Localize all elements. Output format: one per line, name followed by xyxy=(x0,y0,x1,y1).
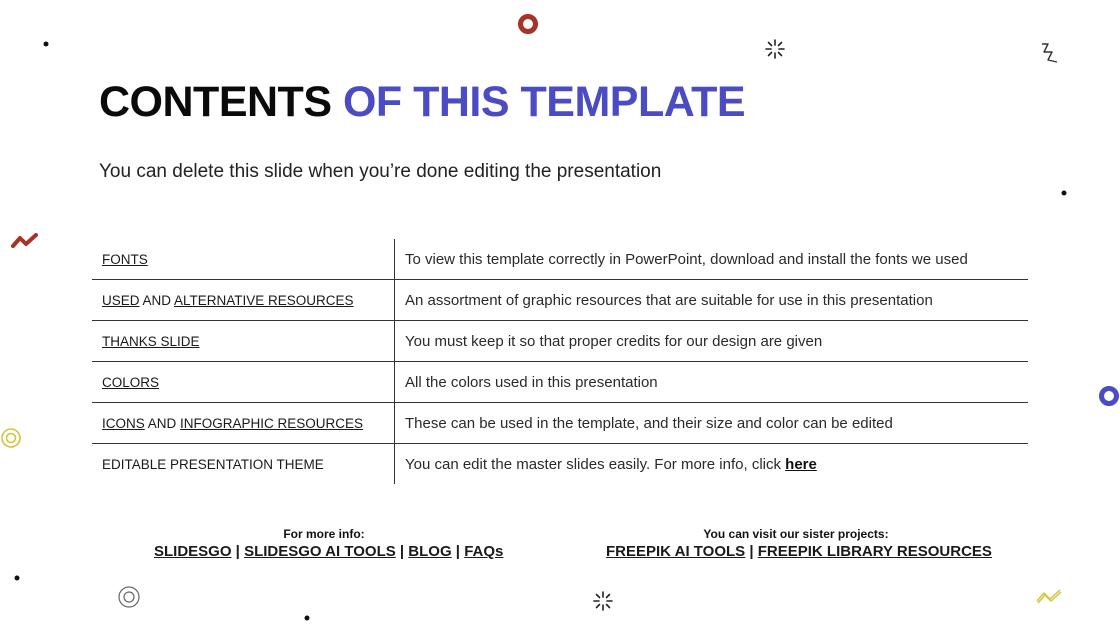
label-connector: AND xyxy=(144,415,181,431)
table-row xyxy=(92,321,1028,362)
footer-heading: You can visit our sister projects: xyxy=(703,527,889,541)
row-label xyxy=(92,280,395,321)
dot-icon xyxy=(1061,190,1067,196)
thanks-slide-link[interactable]: THANKS SLIDE xyxy=(102,333,200,349)
footer-sister-projects xyxy=(606,527,992,560)
gray-target-icon xyxy=(117,585,141,609)
subtitle: You can delete this slide when you’re done editing the presentation xyxy=(99,161,662,182)
row-label xyxy=(92,444,395,485)
alternative-resources-link[interactable]: ALTERNATIVE RESOURCES xyxy=(174,292,354,308)
table-row xyxy=(92,403,1028,444)
row-label xyxy=(92,239,395,280)
slidesgo-link[interactable]: SLIDESGO xyxy=(154,543,232,560)
zigzag-icon xyxy=(11,232,39,250)
link-separator: | xyxy=(745,543,758,560)
title-part-black: CONTENTS xyxy=(99,78,332,126)
footer-heading: For more info: xyxy=(283,527,365,541)
blue-ring-icon xyxy=(1098,385,1120,407)
row-description: You must keep it so that proper credits for our design are given xyxy=(395,321,1029,362)
squiggle-icon xyxy=(1038,40,1062,68)
row-label xyxy=(92,403,395,444)
table-row xyxy=(92,444,1028,485)
row-description xyxy=(395,444,1029,485)
dot-icon xyxy=(43,41,49,47)
dot-icon xyxy=(14,575,20,581)
table-row xyxy=(92,280,1028,321)
colors-link[interactable]: COLORS xyxy=(102,374,160,390)
here-link[interactable]: here xyxy=(785,455,817,473)
zigzag-icon xyxy=(1035,587,1063,605)
row-description: An assortment of graphic resources that are suitable for use in this presentation xyxy=(395,280,1029,321)
row-label xyxy=(92,321,395,362)
row-description: All the colors used in this presentation xyxy=(395,362,1029,403)
icons-link[interactable]: ICONS xyxy=(102,415,145,431)
link-separator: | xyxy=(451,543,465,560)
yellow-target-icon xyxy=(0,427,22,449)
faqs-link[interactable]: FAQs xyxy=(464,543,504,560)
title-part-blue: OF THIS TEMPLATE xyxy=(342,78,746,126)
fonts-link[interactable]: FONTS xyxy=(102,251,148,267)
slidesgo-ai-tools-link[interactable]: SLIDESGO AI TOOLS xyxy=(244,543,396,560)
link-separator: | xyxy=(395,543,409,560)
page-title xyxy=(99,78,745,127)
infographic-resources-link[interactable]: INFOGRAPHIC RESOURCES xyxy=(180,415,364,431)
dot-icon xyxy=(304,615,310,621)
link-separator: | xyxy=(231,543,245,560)
row-label xyxy=(92,362,395,403)
description-text: You can edit the master slides easily. For more info, click xyxy=(405,455,786,473)
freepik-library-resources-link[interactable]: FREEPIK LIBRARY RESOURCES xyxy=(757,543,992,560)
sparkle-icon xyxy=(764,38,786,60)
footer-links xyxy=(154,543,504,560)
freepik-ai-tools-link[interactable]: FREEPIK AI TOOLS xyxy=(606,543,746,560)
footer-links xyxy=(606,543,992,560)
footer-more-info xyxy=(154,527,504,560)
blog-link[interactable]: BLOG xyxy=(408,543,452,560)
contents-table xyxy=(92,239,1028,484)
sparkle-icon xyxy=(592,590,614,612)
table-row xyxy=(92,362,1028,403)
row-description: To view this template correctly in PowerPoint, download and install the fonts we used xyxy=(395,239,1029,280)
label-connector: AND xyxy=(139,292,175,308)
table-row xyxy=(92,239,1028,280)
row-description: These can be used in the template, and their size and color can be edited xyxy=(395,403,1029,444)
red-ring-icon xyxy=(517,13,539,35)
used-resources-link[interactable]: USED xyxy=(102,292,140,308)
editable-theme-label: EDITABLE PRESENTATION THEME xyxy=(102,456,324,472)
